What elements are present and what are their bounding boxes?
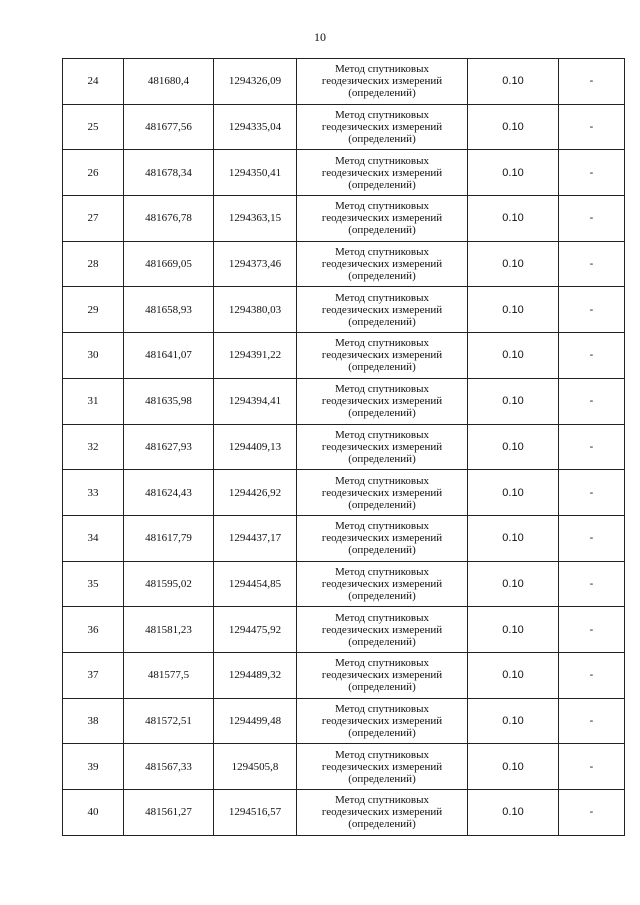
method-line: (определений) — [348, 87, 416, 100]
method-line: Метод спутниковых — [335, 474, 429, 487]
method-line: (определений) — [348, 498, 416, 511]
method-line: геодезических измерений — [321, 166, 443, 179]
point-number-cell: 28 — [63, 241, 124, 287]
point-number-cell: 31 — [63, 378, 124, 424]
method-line: (определений) — [348, 178, 416, 191]
point-number-cell: 26 — [63, 150, 124, 196]
x-coordinate-cell: 481577,5 — [124, 652, 214, 698]
method-cell — [297, 515, 468, 561]
table-row — [63, 196, 625, 242]
y-coordinate-cell: 1294350,41 — [214, 150, 297, 196]
method-line: (определений) — [348, 589, 416, 602]
method-cell — [297, 424, 468, 470]
point-number-cell: 29 — [63, 287, 124, 333]
y-coordinate-cell: 1294409,13 — [214, 424, 297, 470]
method-line: (определений) — [348, 270, 416, 283]
point-number-cell: 24 — [63, 59, 124, 105]
method-cell — [297, 150, 468, 196]
method-line: (определений) — [348, 224, 416, 237]
method-line: Метод спутниковых — [335, 748, 429, 761]
y-coordinate-cell: 1294335,04 — [214, 104, 297, 150]
x-coordinate-cell: 481676,78 — [124, 196, 214, 242]
accuracy-cell: 0.10 — [468, 424, 559, 470]
y-coordinate-cell: 1294394,41 — [214, 378, 297, 424]
point-number-cell: 37 — [63, 652, 124, 698]
accuracy-cell: 0.10 — [468, 150, 559, 196]
method-line: (определений) — [348, 635, 416, 648]
method-line: геодезических измерений — [321, 212, 443, 225]
method-cell — [297, 59, 468, 105]
extra-cell: - — [559, 607, 625, 653]
method-line: Метод спутниковых — [335, 794, 429, 807]
table-row — [63, 744, 625, 790]
x-coordinate-cell: 481678,34 — [124, 150, 214, 196]
accuracy-cell: 0.10 — [468, 59, 559, 105]
table-row — [63, 378, 625, 424]
method-line: Метод спутниковых — [335, 611, 429, 624]
method-cell — [297, 652, 468, 698]
method-line: геодезических измерений — [321, 623, 443, 636]
extra-cell: - — [559, 150, 625, 196]
table-row — [63, 561, 625, 607]
method-line: (определений) — [348, 818, 416, 831]
method-line: геодезических измерений — [321, 440, 443, 453]
method-line: Метод спутниковых — [335, 63, 429, 76]
y-coordinate-cell: 1294326,09 — [214, 59, 297, 105]
x-coordinate-cell: 481635,98 — [124, 378, 214, 424]
accuracy-cell: 0.10 — [468, 561, 559, 607]
method-cell — [297, 744, 468, 790]
y-coordinate-cell: 1294380,03 — [214, 287, 297, 333]
x-coordinate-cell: 481658,93 — [124, 287, 214, 333]
accuracy-cell: 0.10 — [468, 196, 559, 242]
method-line: (определений) — [348, 452, 416, 465]
accuracy-cell: 0.10 — [468, 287, 559, 333]
accuracy-cell: 0.10 — [468, 241, 559, 287]
extra-cell: - — [559, 104, 625, 150]
extra-cell: - — [559, 378, 625, 424]
y-coordinate-cell: 1294454,85 — [214, 561, 297, 607]
method-line: Метод спутниковых — [335, 565, 429, 578]
point-number-cell: 27 — [63, 196, 124, 242]
x-coordinate-cell: 481677,56 — [124, 104, 214, 150]
extra-cell: - — [559, 196, 625, 242]
method-line: геодезических измерений — [321, 577, 443, 590]
method-line: (определений) — [348, 726, 416, 739]
table-row — [63, 652, 625, 698]
table-row — [63, 104, 625, 150]
point-number-cell: 36 — [63, 607, 124, 653]
extra-cell: - — [559, 287, 625, 333]
table-row — [63, 698, 625, 744]
x-coordinate-cell: 481680,4 — [124, 59, 214, 105]
x-coordinate-cell: 481669,05 — [124, 241, 214, 287]
method-cell — [297, 104, 468, 150]
method-line: геодезических измерений — [321, 75, 443, 88]
method-cell — [297, 333, 468, 379]
method-line: геодезических измерений — [321, 806, 443, 819]
x-coordinate-cell: 481627,93 — [124, 424, 214, 470]
method-cell — [297, 287, 468, 333]
method-line: (определений) — [348, 133, 416, 146]
method-line: геодезических измерений — [321, 258, 443, 271]
point-number-cell: 30 — [63, 333, 124, 379]
method-cell — [297, 241, 468, 287]
accuracy-cell: 0.10 — [468, 515, 559, 561]
method-line: Метод спутниковых — [335, 702, 429, 715]
accuracy-cell: 0.10 — [468, 790, 559, 836]
table-row — [63, 790, 625, 836]
method-line: (определений) — [348, 361, 416, 374]
x-coordinate-cell: 481595,02 — [124, 561, 214, 607]
extra-cell: - — [559, 424, 625, 470]
table-row — [63, 59, 625, 105]
table-row — [63, 470, 625, 516]
method-line: геодезических измерений — [321, 714, 443, 727]
method-line: геодезических измерений — [321, 760, 443, 773]
y-coordinate-cell: 1294489,32 — [214, 652, 297, 698]
method-line: Метод спутниковых — [335, 383, 429, 396]
point-number-cell: 40 — [63, 790, 124, 836]
method-line: (определений) — [348, 681, 416, 694]
accuracy-cell: 0.10 — [468, 378, 559, 424]
y-coordinate-cell: 1294499,48 — [214, 698, 297, 744]
accuracy-cell: 0.10 — [468, 607, 559, 653]
point-number-cell: 39 — [63, 744, 124, 790]
extra-cell: - — [559, 241, 625, 287]
x-coordinate-cell: 481641,07 — [124, 333, 214, 379]
method-cell — [297, 196, 468, 242]
method-line: Метод спутниковых — [335, 428, 429, 441]
extra-cell: - — [559, 333, 625, 379]
method-cell — [297, 607, 468, 653]
table-row — [63, 150, 625, 196]
method-line: (определений) — [348, 407, 416, 420]
accuracy-cell: 0.10 — [468, 698, 559, 744]
y-coordinate-cell: 1294437,17 — [214, 515, 297, 561]
method-line: геодезических измерений — [321, 121, 443, 134]
point-number-cell: 34 — [63, 515, 124, 561]
x-coordinate-cell: 481561,27 — [124, 790, 214, 836]
y-coordinate-cell: 1294363,15 — [214, 196, 297, 242]
table-row — [63, 241, 625, 287]
extra-cell: - — [559, 515, 625, 561]
y-coordinate-cell: 1294516,57 — [214, 790, 297, 836]
x-coordinate-cell: 481567,33 — [124, 744, 214, 790]
method-line: геодезических измерений — [321, 303, 443, 316]
coordinates-table — [62, 58, 625, 836]
accuracy-cell: 0.10 — [468, 470, 559, 516]
extra-cell: - — [559, 652, 625, 698]
y-coordinate-cell: 1294426,92 — [214, 470, 297, 516]
accuracy-cell: 0.10 — [468, 744, 559, 790]
method-line: геодезических измерений — [321, 395, 443, 408]
page-number: 10 — [314, 30, 326, 44]
x-coordinate-cell: 481572,51 — [124, 698, 214, 744]
accuracy-cell: 0.10 — [468, 104, 559, 150]
method-line: Метод спутниковых — [335, 337, 429, 350]
extra-cell: - — [559, 59, 625, 105]
method-line: Метод спутниковых — [335, 200, 429, 213]
y-coordinate-cell: 1294475,92 — [214, 607, 297, 653]
method-line: геодезических измерений — [321, 669, 443, 682]
method-line: Метод спутниковых — [335, 520, 429, 533]
accuracy-cell: 0.10 — [468, 652, 559, 698]
method-line: Метод спутниковых — [335, 246, 429, 259]
y-coordinate-cell: 1294505,8 — [214, 744, 297, 790]
extra-cell: - — [559, 470, 625, 516]
method-cell — [297, 790, 468, 836]
method-line: геодезических измерений — [321, 532, 443, 545]
table-row — [63, 287, 625, 333]
extra-cell: - — [559, 744, 625, 790]
extra-cell: - — [559, 790, 625, 836]
accuracy-cell: 0.10 — [468, 333, 559, 379]
method-line: Метод спутниковых — [335, 291, 429, 304]
x-coordinate-cell: 481617,79 — [124, 515, 214, 561]
method-line: Метод спутниковых — [335, 109, 429, 122]
x-coordinate-cell: 481624,43 — [124, 470, 214, 516]
method-cell — [297, 470, 468, 516]
method-cell — [297, 561, 468, 607]
y-coordinate-cell: 1294391,22 — [214, 333, 297, 379]
table-row — [63, 607, 625, 653]
point-number-cell: 32 — [63, 424, 124, 470]
point-number-cell: 35 — [63, 561, 124, 607]
method-cell — [297, 698, 468, 744]
method-line: геодезических измерений — [321, 349, 443, 362]
point-number-cell: 25 — [63, 104, 124, 150]
point-number-cell: 38 — [63, 698, 124, 744]
extra-cell: - — [559, 698, 625, 744]
x-coordinate-cell: 481581,23 — [124, 607, 214, 653]
method-cell — [297, 378, 468, 424]
table-row — [63, 424, 625, 470]
method-line: (определений) — [348, 315, 416, 328]
method-line: (определений) — [348, 772, 416, 785]
method-line: (определений) — [348, 544, 416, 557]
extra-cell: - — [559, 561, 625, 607]
y-coordinate-cell: 1294373,46 — [214, 241, 297, 287]
method-line: Метод спутниковых — [335, 154, 429, 167]
table-row — [63, 515, 625, 561]
point-number-cell: 33 — [63, 470, 124, 516]
method-line: Метод спутниковых — [335, 657, 429, 670]
method-line: геодезических измерений — [321, 486, 443, 499]
table-row — [63, 333, 625, 379]
